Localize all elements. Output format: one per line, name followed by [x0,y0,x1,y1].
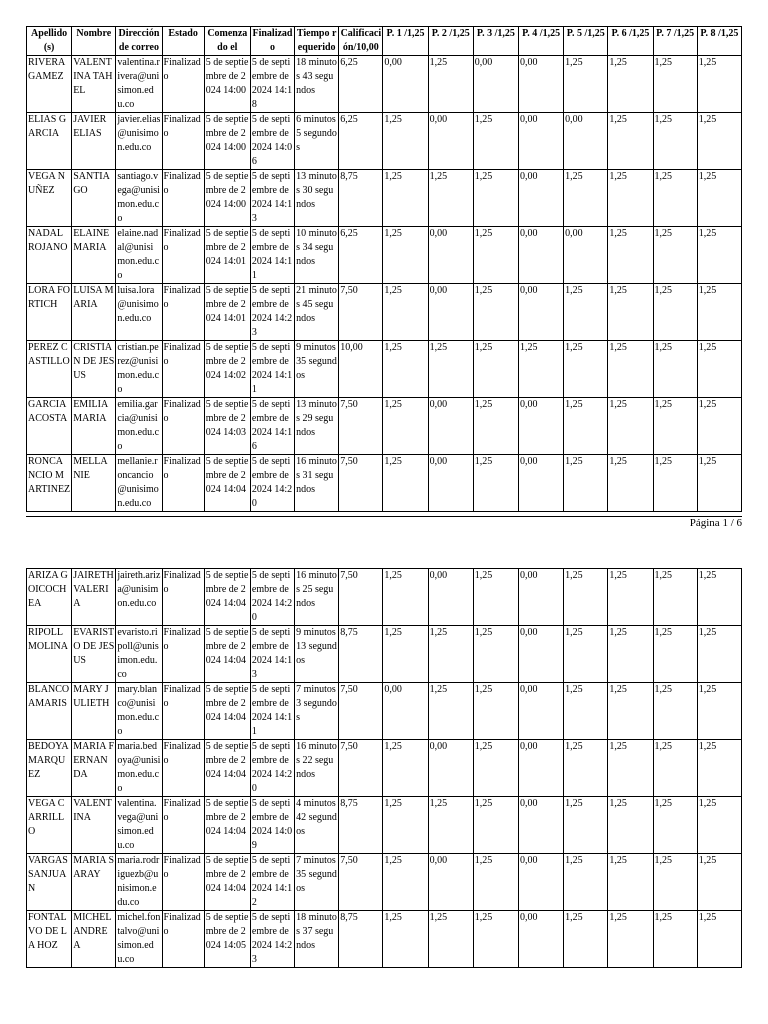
table-cell: 1,25 [697,683,741,740]
table-cell: 1,25 [564,455,608,512]
table-cell: Finalizado [162,341,204,398]
table-cell: 1,25 [653,113,697,170]
table-cell: ARIZA GOICOCHEA [27,569,72,626]
table-cell: MARIA FERNANDA [72,740,116,797]
table-cell: CRISTIAN DE JESUS [72,341,116,398]
table-cell: 1,25 [608,626,653,683]
table-cell: 1,25 [653,341,697,398]
table-cell: 1,25 [428,911,473,968]
table-cell: 1,25 [383,284,428,341]
table-cell: 6 minutos 5 segundos [295,113,339,170]
table-cell: 1,25 [697,341,741,398]
table-cell: 1,25 [697,911,741,968]
grades-table-page-2 [26,568,742,968]
table-cell: 1,25 [608,569,653,626]
table-cell: 1,25 [383,227,428,284]
table-cell: Finalizado [162,284,204,341]
table-row [27,911,742,968]
table-cell: 0,00 [428,398,473,455]
table-cell: 1,25 [653,740,697,797]
column-header: Estado [162,27,204,56]
table-cell: 0,00 [518,227,563,284]
table-cell: 1,25 [608,854,653,911]
column-header: P. 6 /1,25 [608,27,653,56]
table-cell: 0,00 [518,626,563,683]
table-cell: 1,25 [653,854,697,911]
table-row [27,227,742,284]
table-cell: 1,25 [428,797,473,854]
column-header: Apellido (s) [27,27,72,56]
table-cell: 0,00 [518,911,563,968]
table-cell: 1,25 [653,626,697,683]
table-cell: 1,25 [697,227,741,284]
table-cell: 1,25 [564,740,608,797]
column-header: P. 4 /1,25 [518,27,563,56]
table-cell: 18 minutos 37 segundos [295,911,339,968]
table-cell: 5 de septiembre de 2024 14:04 [204,797,250,854]
table-cell: 5 de septiembre de 2024 14:13 [250,626,294,683]
table-cell: 1,25 [697,797,741,854]
table-cell: 1,25 [383,626,428,683]
table-cell: 1,25 [473,569,518,626]
table-cell: valentina.vega@unisimon.edu.co [116,797,162,854]
table-cell: 9 minutos 35 segundos [295,341,339,398]
table-cell: 6,25 [339,56,383,113]
table-cell: 5 de septiembre de 2024 14:04 [204,740,250,797]
table-cell: RIVERA GAMEZ [27,56,72,113]
table-cell: LUISA MARIA [72,284,116,341]
table-cell: JAIRETH VALERIA [72,569,116,626]
table-cell: 1,25 [653,683,697,740]
table-row [27,341,742,398]
table-cell: Finalizado [162,398,204,455]
table-cell: 1,25 [653,398,697,455]
table-cell: 5 de septiembre de 2024 14:20 [250,455,294,512]
table-cell: 5 de septiembre de 2024 14:16 [250,398,294,455]
table-cell: mary.blanco@unisimon.edu.co [116,683,162,740]
table-row [27,569,742,626]
table-cell: RONCANCIO MARTINEZ [27,455,72,512]
table-cell: 1,25 [383,569,428,626]
table-cell: Finalizado [162,56,204,113]
table-cell: 6,25 [339,113,383,170]
table-cell: 5 de septiembre de 2024 14:11 [250,683,294,740]
table-cell: 5 de septiembre de 2024 14:00 [204,113,250,170]
column-header: Tiempo requerido [295,27,339,56]
table-row [27,398,742,455]
table-row [27,740,742,797]
column-header: P. 3 /1,25 [473,27,518,56]
table-cell: 1,25 [473,911,518,968]
table-cell: 0,00 [518,113,563,170]
table-cell: 6,25 [339,227,383,284]
table-cell: 7 minutos 3 segundos [295,683,339,740]
table-cell: 5 de septiembre de 2024 14:01 [204,227,250,284]
table-cell: 5 de septiembre de 2024 14:04 [204,626,250,683]
table-cell: 1,25 [697,626,741,683]
table-cell: 1,25 [473,284,518,341]
table-cell: 1,25 [383,911,428,968]
table-cell: 7,50 [339,854,383,911]
table-cell: 1,25 [383,113,428,170]
table-row [27,56,742,113]
table-cell: Finalizado [162,455,204,512]
table-cell: 1,25 [473,341,518,398]
table-cell: 1,25 [564,569,608,626]
table-cell: MARY JULIETH [72,683,116,740]
table-cell: santiago.vega@unisimon.edu.co [116,170,162,227]
table-cell: jaireth.ariza@unisimon.edu.co [116,569,162,626]
table-cell: Finalizado [162,626,204,683]
table-cell: 1,25 [608,227,653,284]
table-cell: 9 minutos 13 segundos [295,626,339,683]
table-cell: 5 de septiembre de 2024 14:04 [204,569,250,626]
table-cell: 1,25 [473,797,518,854]
column-header: P. 5 /1,25 [564,27,608,56]
table-cell: 1,25 [473,227,518,284]
table-cell: 0,00 [473,56,518,113]
page-1-clip [0,0,768,509]
table-cell: 0,00 [428,455,473,512]
table-cell: 1,25 [653,227,697,284]
table-cell: 0,00 [428,740,473,797]
table-row [27,170,742,227]
table-cell: Finalizado [162,854,204,911]
table-cell: Finalizado [162,797,204,854]
table-cell: 1,25 [653,284,697,341]
table-cell: 1,25 [697,740,741,797]
table-cell: 1,25 [697,569,741,626]
header-row [27,27,742,56]
table-cell: 1,25 [428,683,473,740]
table-cell: GARCIA ACOSTA [27,398,72,455]
table-cell: 5 de septiembre de 2024 14:05 [204,911,250,968]
table-cell: 0,00 [518,683,563,740]
table-cell: maria.bedoya@unisimon.edu.co [116,740,162,797]
table-cell: 5 de septiembre de 2024 14:00 [204,56,250,113]
table-cell: 5 de septiembre de 2024 14:11 [250,227,294,284]
table-cell: 1,25 [473,740,518,797]
table-cell: 5 de septiembre de 2024 14:11 [250,341,294,398]
page-number: Página 1 / 6 [689,517,742,529]
table-cell: 1,25 [473,455,518,512]
table-cell: 1,25 [653,170,697,227]
table-cell: ELIAS GARCIA [27,113,72,170]
table-cell: 5 de septiembre de 2024 14:18 [250,56,294,113]
table-cell: 0,00 [518,398,563,455]
table-cell: 1,25 [608,797,653,854]
column-header: Nombre [72,27,116,56]
table-cell: elaine.nadal@unisimon.edu.co [116,227,162,284]
table-cell: 7,50 [339,569,383,626]
table-cell: 16 minutos 31 segundos [295,455,339,512]
table-cell: 0,00 [564,113,608,170]
table-cell: 18 minutos 43 segundos [295,56,339,113]
table-cell: 1,25 [608,284,653,341]
table-cell: 1,25 [653,56,697,113]
column-header: P. 8 /1,25 [697,27,741,56]
table-cell: 1,25 [473,113,518,170]
table-cell: 16 minutos 25 segundos [295,569,339,626]
table-row [27,854,742,911]
table-cell: 0,00 [428,113,473,170]
table-cell: EMILIA MARIA [72,398,116,455]
table-cell: 1,25 [564,284,608,341]
table-cell: Finalizado [162,170,204,227]
column-header: Calificación/10,00 [339,27,383,56]
table-cell: 1,25 [428,626,473,683]
table-cell: 4 minutos 42 segundos [295,797,339,854]
table-cell: michel.fontalvo@unisimon.edu.co [116,911,162,968]
table-cell: 1,25 [697,113,741,170]
table-cell: VALENTINA TAHEL [72,56,116,113]
table-cell: 1,25 [564,398,608,455]
table-cell: 21 minutos 45 segundos [295,284,339,341]
table-cell: 0,00 [518,455,563,512]
table-cell: BEDOYA MARQUEZ [27,740,72,797]
table-cell: MELLANIE [72,455,116,512]
table-cell: FONTALVO DE LA HOZ [27,911,72,968]
table-cell: 1,25 [608,398,653,455]
table-cell: 5 de septiembre de 2024 14:23 [250,911,294,968]
column-header: Comenzado el [204,27,250,56]
table-cell: VALENTINA [72,797,116,854]
table-cell: 5 de septiembre de 2024 14:01 [204,284,250,341]
table-cell: cristian.perez@unisimon.edu.co [116,341,162,398]
table-cell: Finalizado [162,569,204,626]
table-cell: Finalizado [162,113,204,170]
table-cell: 5 de septiembre de 2024 14:04 [204,683,250,740]
table-cell: 1,25 [697,854,741,911]
table-cell: 0,00 [564,227,608,284]
table-cell: 5 de septiembre de 2024 14:04 [204,455,250,512]
table-cell: 1,25 [608,740,653,797]
column-header: P. 1 /1,25 [383,27,428,56]
table-cell: 0,00 [518,740,563,797]
footer-divider [26,516,742,517]
table-cell: 5 de septiembre de 2024 14:20 [250,569,294,626]
table-body-page-1 [27,56,742,512]
table-cell: 8,75 [339,626,383,683]
table-cell: MARIA SARAY [72,854,116,911]
table-cell: 5 de septiembre de 2024 14:06 [250,113,294,170]
table-cell: 8,75 [339,170,383,227]
table-cell: emilia.garcia@unisimon.edu.co [116,398,162,455]
table-cell: 1,25 [473,626,518,683]
table-cell: javier.elias@unisimon.edu.co [116,113,162,170]
grades-table-page-1 [26,26,742,512]
table-cell: VARGAS SANJUAN [27,854,72,911]
table-cell: LORA FORTICH [27,284,72,341]
table-cell: 1,25 [428,341,473,398]
table-row [27,455,742,512]
table-cell: 1,25 [608,113,653,170]
table-cell: 5 de septiembre de 2024 14:02 [204,341,250,398]
table-cell: NADAL ROJANO [27,227,72,284]
page-2 [0,568,768,1024]
table-cell: Finalizado [162,740,204,797]
table-row [27,626,742,683]
table-cell: 1,25 [608,455,653,512]
table-cell: 1,25 [428,56,473,113]
table-cell: 1,25 [383,854,428,911]
table-cell: 1,25 [518,341,563,398]
table-cell: 0,00 [428,854,473,911]
table-cell: 1,25 [608,56,653,113]
table-cell: VEGA NUÑEZ [27,170,72,227]
table-cell: MICHEL ANDREA [72,911,116,968]
table-cell: 1,25 [697,455,741,512]
table-cell: 7 minutos 35 segundos [295,854,339,911]
table-cell: 0,00 [428,569,473,626]
table-cell: 0,00 [518,854,563,911]
table-cell: luisa.lora@unisimon.edu.co [116,284,162,341]
table-cell: 1,25 [697,56,741,113]
table-cell: 0,00 [518,569,563,626]
table-cell: evaristo.ripoll@unisimon.edu.co [116,626,162,683]
table-cell: BLANCO AMARIS [27,683,72,740]
table-cell: VEGA CARRILLO [27,797,72,854]
table-cell: 1,25 [608,683,653,740]
table-cell: 5 de septiembre de 2024 14:03 [204,398,250,455]
table-cell: 7,50 [339,398,383,455]
table-cell: 1,25 [428,170,473,227]
table-cell: 1,25 [608,911,653,968]
table-cell: Finalizado [162,227,204,284]
table-cell: 1,25 [697,284,741,341]
table-cell: maria.rodriguezb@unisimon.edu.co [116,854,162,911]
table-cell: 5 de septiembre de 2024 14:00 [204,170,250,227]
table-cell: 5 de septiembre de 2024 14:12 [250,854,294,911]
table-cell: 7,50 [339,683,383,740]
table-cell: 1,25 [383,797,428,854]
table-cell: 1,25 [564,56,608,113]
table-cell: 0,00 [518,56,563,113]
table-cell: 1,25 [383,740,428,797]
table-cell: 1,25 [564,170,608,227]
table-cell: 1,25 [383,455,428,512]
table-cell: 0,00 [428,227,473,284]
table-row [27,284,742,341]
table-cell: 1,25 [653,569,697,626]
column-header: Dirección de correo [116,27,162,56]
table-cell: 1,25 [383,341,428,398]
table-cell: 0,00 [383,683,428,740]
table-cell: 1,25 [473,170,518,227]
table-cell: SANTIAGO [72,170,116,227]
table-cell: 16 minutos 22 segundos [295,740,339,797]
column-header: Finalizado [250,27,294,56]
table-cell: 1,25 [697,398,741,455]
table-row [27,683,742,740]
table-cell: 5 de septiembre de 2024 14:13 [250,170,294,227]
table-cell: EVARISTO DE JESUS [72,626,116,683]
table-cell: 8,75 [339,797,383,854]
table-cell: PEREZ CASTILLO [27,341,72,398]
table-cell: 10 minutos 34 segundos [295,227,339,284]
table-cell: JAVIER ELIAS [72,113,116,170]
table-cell: 10,00 [339,341,383,398]
table-cell: 7,50 [339,455,383,512]
table-cell: Finalizado [162,911,204,968]
table-cell: 7,50 [339,284,383,341]
table-cell: Finalizado [162,683,204,740]
table-row [27,113,742,170]
table-cell: 1,25 [564,683,608,740]
table-body-page-2 [27,569,742,968]
table-cell: 1,25 [653,455,697,512]
table-cell: 0,00 [383,56,428,113]
table-cell: 7,50 [339,740,383,797]
table-cell: 1,25 [564,854,608,911]
table-cell: 0,00 [518,797,563,854]
table-cell: 1,25 [608,341,653,398]
table-cell: ELAINE MARIA [72,227,116,284]
table-cell: 1,25 [564,341,608,398]
table-cell: 1,25 [653,797,697,854]
table-cell: 1,25 [697,170,741,227]
table-cell: 1,25 [473,683,518,740]
table-cell: 8,75 [339,911,383,968]
table-cell: 0,00 [518,170,563,227]
table-cell: 13 minutos 30 segundos [295,170,339,227]
table-cell: 1,25 [564,911,608,968]
table-cell: 1,25 [473,854,518,911]
table-cell: 0,00 [428,284,473,341]
table-cell: 5 de septiembre de 2024 14:04 [204,854,250,911]
table-cell: 5 de septiembre de 2024 14:09 [250,797,294,854]
table-cell: 1,25 [473,398,518,455]
table-cell: 1,25 [653,911,697,968]
column-header: P. 2 /1,25 [428,27,473,56]
table-cell: 5 de septiembre de 2024 14:23 [250,284,294,341]
table-cell: 1,25 [383,170,428,227]
table-row [27,797,742,854]
table-cell: 5 de septiembre de 2024 14:20 [250,740,294,797]
table-cell: 1,25 [383,398,428,455]
table-cell: 13 minutos 29 segundos [295,398,339,455]
table-cell: 1,25 [564,626,608,683]
table-cell: mellanie.roncancio@unisimon.edu.co [116,455,162,512]
table-cell: 0,00 [518,284,563,341]
table-cell: 1,25 [608,170,653,227]
table-cell: valentina.rivera@unisimon.edu.co [116,56,162,113]
column-header: P. 7 /1,25 [653,27,697,56]
table-cell: RIPOLL MOLINA [27,626,72,683]
table-cell: 1,25 [564,797,608,854]
